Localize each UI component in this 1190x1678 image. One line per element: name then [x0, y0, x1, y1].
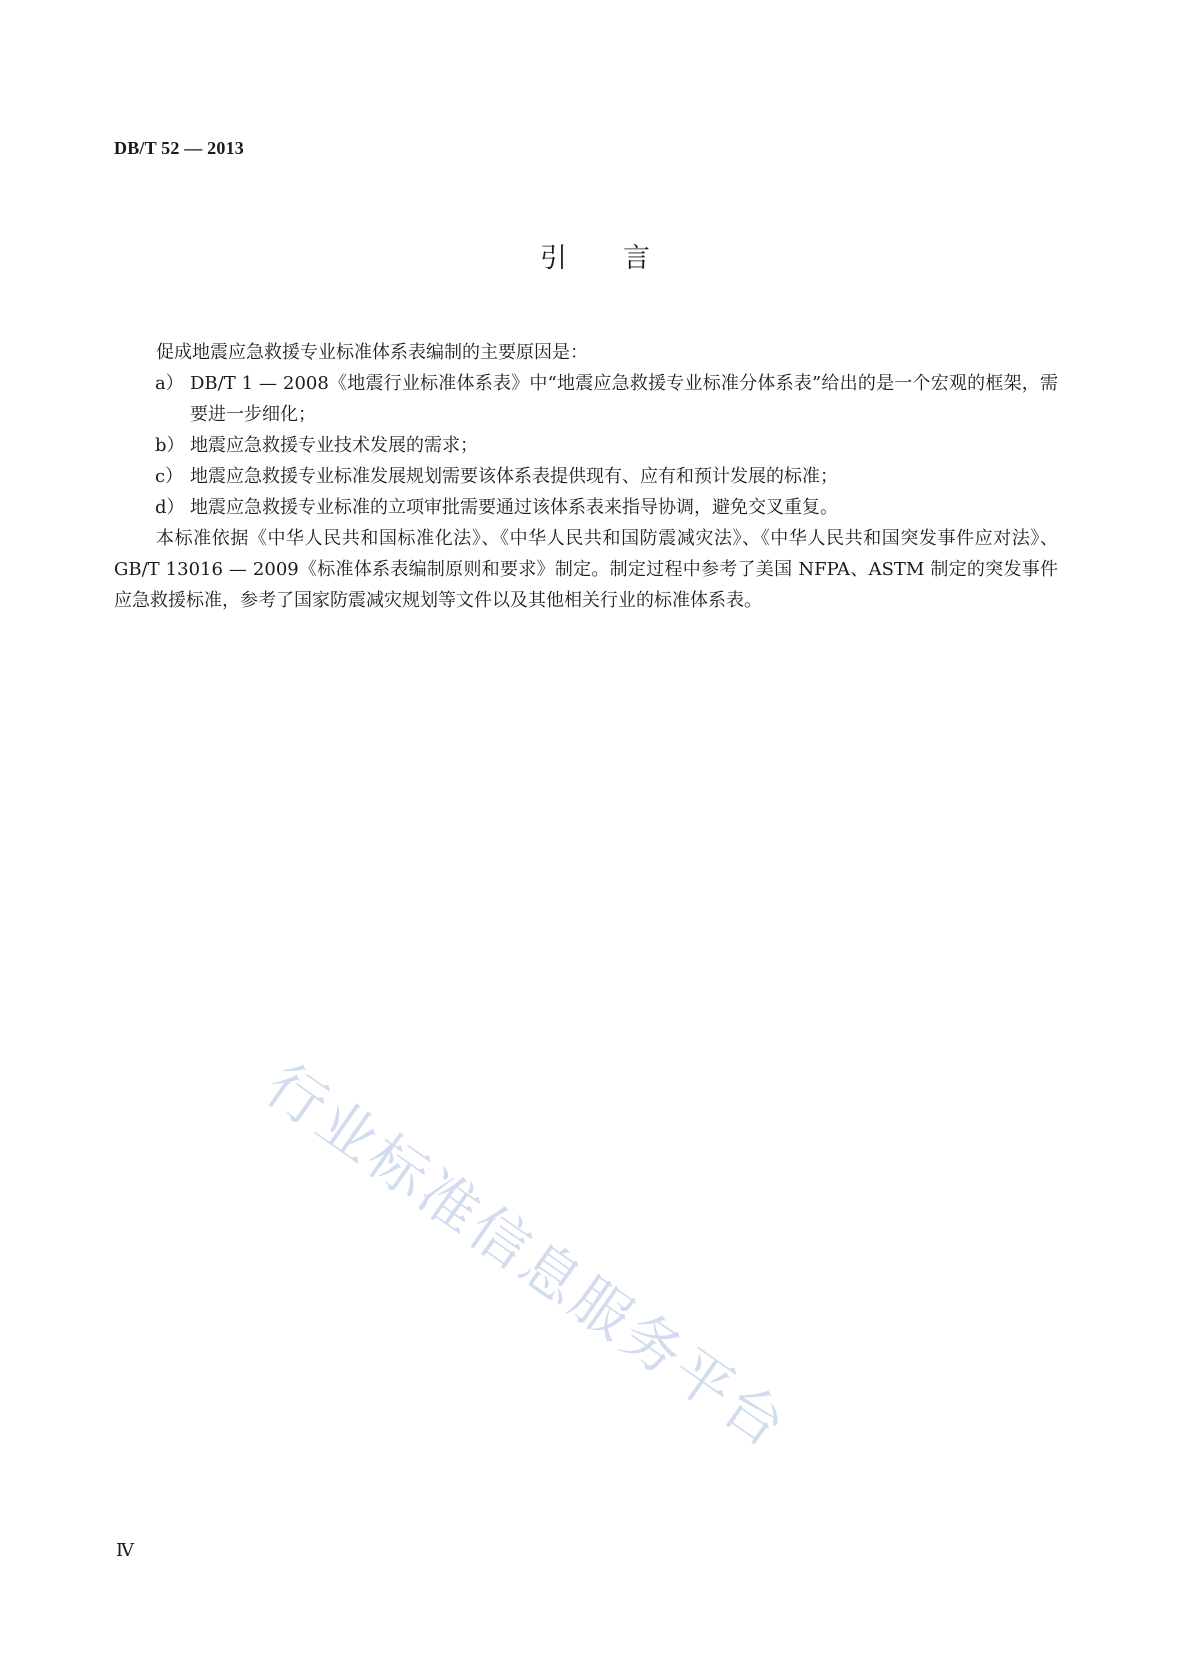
list-item	[114, 461, 1058, 492]
document-code: DB/T 52 — 2013	[114, 138, 244, 158]
list-marker: d）	[155, 497, 185, 518]
page-number: Ⅳ	[116, 1540, 134, 1560]
list-item-text: DB/T 1 — 2008《地震行业标准体系表》中“地震应急救援专业标准分体系表”给出的是一个宏观的框架，需要进一步细化；	[190, 373, 1058, 425]
basis-paragraph: 本标准依据《中华人民共和国标准化法》、《中华人民共和国防震减灾法》、《中华人民共和国突发事件应对法》、GB/T 13016 — 2009《标准体系表编制原则和要求》制定。制定过程中参考了美国 NFPA、ASTM 制定的突发事件应急救援标准，参考了国家防震减灾规划等文件以及其他相关行业的标准体系表。	[114, 528, 1058, 611]
list-item	[114, 430, 1058, 461]
list-item	[114, 368, 1058, 430]
section-title: 引言	[540, 243, 706, 274]
list-marker: c）	[155, 466, 184, 487]
watermark: 行业标准信息服务平台	[253, 1050, 801, 1462]
intro-paragraph: 促成地震应急救援专业标准体系表编制的主要原因是：	[156, 342, 588, 363]
list-item-text: 地震应急救援专业标准的立项审批需要通过该体系表来指导协调，避免交叉重复。	[190, 497, 838, 518]
list-item	[114, 492, 1058, 523]
list-item-text: 地震应急救援专业技术发展的需求；	[190, 435, 478, 456]
list-marker: b）	[155, 435, 185, 456]
section-body	[114, 337, 1058, 616]
list-marker: a）	[155, 373, 184, 394]
list-item-text: 地震应急救援专业标准发展规划需要该体系表提供现有、应有和预计发展的标准；	[190, 466, 838, 487]
